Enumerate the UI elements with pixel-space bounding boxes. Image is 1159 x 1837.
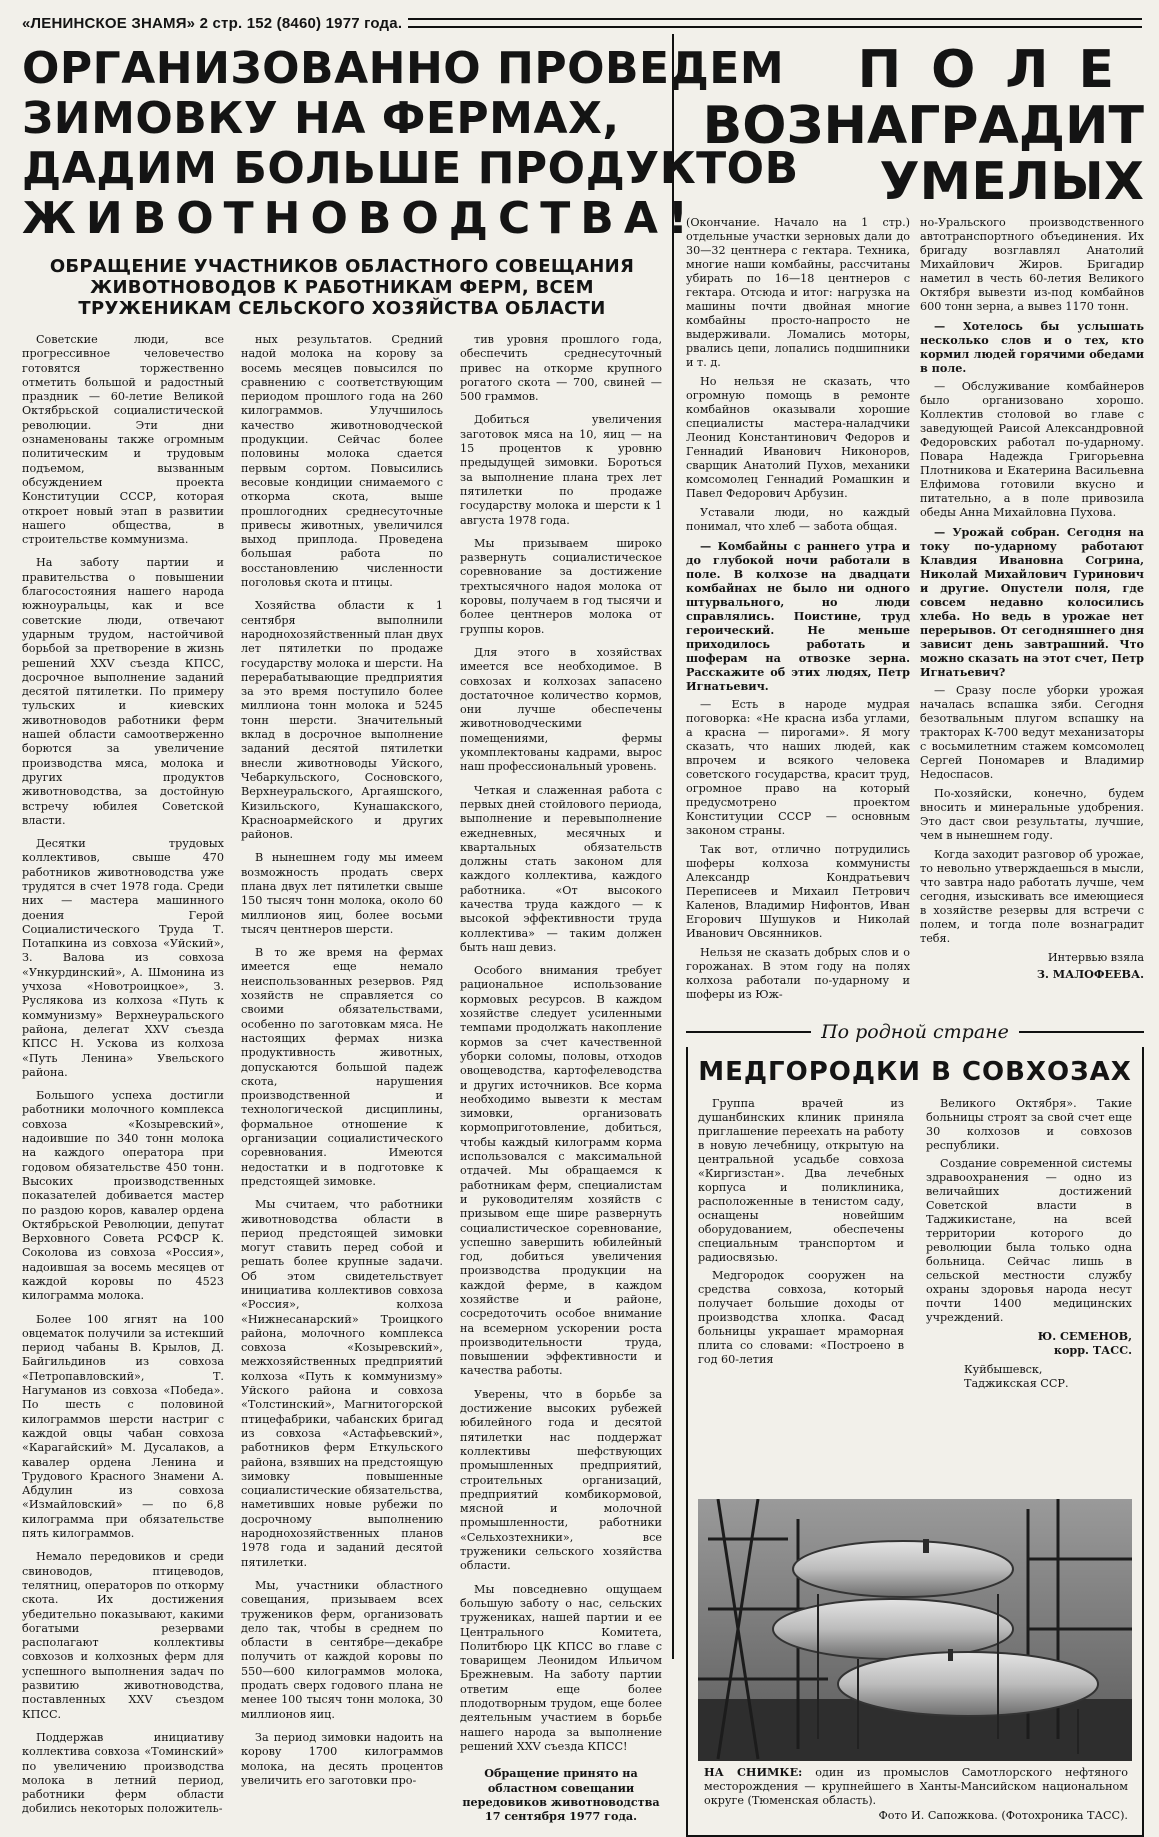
paragraph: Десятки трудовых коллективов, свыше 470 работников животноводства уже трудятся в счет 1978 года. Среди них — мастера машинного доения Герой Социалистического Труда Т. Потапкина из совхоза «Уйский», З. Валова из совхоза «Ункурдинский», А. Шмонина из учхоза «Новотроицкое», З. Руслякова из колхоза «Путь к коммунизму» Верхнеуральского района, делегат XXV съезда КПСС Н. Ускова из колхоза «Путь Ленина» Увельского района. — [22, 837, 224, 1079]
paragraph: Для этого в хозяйствах имеется все необходимое. В совхозах и колхозах запасено достаточное количество кормов, они лучше обеспечены животноводческими помещениями, фермы укомплектованы кадрами, вырос наш профессиональный уровень. — [460, 645, 662, 774]
rubric-rule-left — [686, 1031, 811, 1033]
paragraph: Мы считаем, что работники животноводства области в период предстоящей зимовки могут ставить перед собой и решать более крупные задачи. Об этом свидетельствует инициатива коллективов совхоза «Россия», колхоза «Нижнесанарский» Троицкого района, молочного комплекса совхоза «Козыревский», межхозяйственных предприятий колхоза «Путь к коммунизму» Уйского района и совхоза «Толстинский», Магнитогорской птицефабрики, чабанских бригад из совхоза «Астафьевский», работников ферм Еткульского района, взявших на предстоящую зимовку повышенные социалистические обязательства, наметивших новые рубежи по досрочному выполнению народнохозяйственных планов 1978 года и заданий десятой пятилетки. — [241, 1198, 443, 1569]
appeal-closing-note: Обращение принято на областном совещании передовиков животноводства 17 сентября 1977 года. — [462, 1766, 660, 1824]
paragraph: но-Уральского производственного автотранспортного объединения. Их бригаду возглавлял Анатолий Михайлович Жиров. Бригадир наметил в честь 60-летия Великого Октября вывезти из-под комбайнов 600 тонн зерна, а вывез 1170 тонн. — [920, 216, 1144, 313]
interview-columns — [686, 216, 1144, 1007]
paragraph: тив уровня прошлого года, обеспечить среднесуточный привес на откорме крупного рогатого скота — 700, свиней — 500 граммов. — [460, 333, 662, 404]
paragraph: Но нельзя не сказать, что огромную помощь в ремонте комбайнов оказывали хорошие специалисты мастера-наладчики Леонид Константинович Федоров и Геннадий Иванович Никоноров, сварщик Анатолий Пухов, механики комсомолец Геннадий Ромашкин и Павел Федорович Арбузин. — [686, 375, 910, 500]
interview-headline — [686, 42, 1144, 210]
photo-caption — [704, 1765, 1128, 1823]
masthead — [22, 12, 1142, 34]
rubric-rule-right — [1019, 1031, 1144, 1033]
appeal-columns — [22, 333, 662, 1832]
appeal-headline — [22, 43, 799, 244]
appeal-column-2 — [241, 333, 443, 1832]
interview-question: — Хотелось бы услышать несколько слов и о тех, кто кормил людей горячими обедами в поле. — [920, 319, 1144, 375]
paragraph: В то же время на фермах имеется еще немало неиспользованных резервов. Ряд хозяйств не справляется со своими обязательствами, особенно по заготовкам мяса. Не настоящих фермах низка продуктивность животных, допускаются большой падеж скота, нарушения производственной и технологической дисциплины, формальное отношение к организации социалистического соревнования. Имеются недостатки и в подготовке к предстоящей зимовке. — [241, 946, 443, 1188]
appeal-headline-line3: ДАДИМ БОЛЬШЕ ПРОДУКТОВ — [22, 143, 799, 194]
paragraph: Уставали люди, но каждый понимал, что хлеб — забота общая. — [686, 506, 910, 533]
paragraph: Мы, участники областного совещания, призываем всех тружеников ферм, организовать дело так, чтобы в среднем по области в сентябре—декабре получить от каждой коровы по 550—600 килограммов молока, продать сверх годового плана не менее 100 тысяч тонн молока, 30 миллионов яиц. — [241, 1578, 443, 1721]
box-place-city: Куйбышевск, — [964, 1363, 1043, 1376]
caption-label: НА СНИМКЕ: — [704, 1765, 803, 1779]
interview-headline-line2: ВОЗНАГРАДИТ — [702, 96, 1144, 156]
interview-article — [686, 36, 1144, 1837]
masthead-text: «ЛЕНИНСКОЕ ЗНАМЯ» 2 стр. 152 (8460) 1977 года. — [22, 14, 403, 32]
interview-headline-line3: УМЕЛЫХ — [879, 152, 1144, 212]
interview-question: — Комбайны с раннего утра и до глубокой ночи работали в поле. В колхозе на двадцати комбайнах не было ни одного штурвального, но люди справлялись. Поистине, труд героический. Не меньше приходилось работать и шоферам на отвозке зерна. Расскажите об этих людях, Петр Игнатьевич. — [686, 539, 910, 693]
paragraph: Особого внимания требует рациональное использование кормовых ресурсов. В каждом хозяйстве следует усиленными темпами продолжать накопление кормов за счет качественной уборки соломы, половы, отходов овощеводства, картофелеводства и других источников. Все корма необходимо вывезти к местам зимовки, организовать кормоприготовление, добиться, чтобы каждый килограмм корма использовался с максимальной отдачей. Мы обращаемся к работникам ферм, специалистам и руководителям хозяйств с призывом еще шире развернуть социалистическое соревнование, успешно завершить юбилейный год, добиться увеличения производства продукции на каждой ферме, в каждом хозяйстве и районе, сосредоточить особое внимание на всемерном ускорении роста производительности труда, повышении эффективности и качества работы. — [460, 964, 662, 1378]
paragraph: (Окончание. Начало на 1 стр.) отдельные участки зерновых дали до 30—32 центнера с гектара. Техника, многие наши комбайны, рассчитаны убирать по 16—18 центнеров с гектара. Отсюда и итог: нагрузка на машины почти двойная многие комбайны просто-напросто не выдерживали. Ломались моторы, рвались цепи, лопались подшипники и т. д. — [686, 216, 910, 369]
box-place-region: Таджикская ССР. — [964, 1377, 1069, 1390]
interview-question: — Урожай собран. Сегодня на току по-ударному работают Клавдия Ивановна Согрина, Николай Михайлович Гуринович и другие. Опустели поля, где совсем недавно колосились хлеба. Но ведь в урожае нет перерывов. От сегодняшнего дня зависит день завтрашний. Что можно сказать на этот счет, Петр Игнатьевич? — [920, 525, 1144, 679]
paragraph: Когда заходит разговор об урожае, то невольно утверждаешься в мысли, что завтра надо работать лучше, чем сегодня, изыскивать все имеющиеся в хозяйстве резервы для встречи с полем, и тогда поле вознаградит тебя. — [920, 848, 1144, 945]
masthead-rule — [408, 18, 1142, 28]
box-author: Ю. СЕМЕНОВ, — [1037, 1329, 1132, 1343]
box-columns — [698, 1097, 1132, 1391]
box-author-title: корр. ТАСС. — [1053, 1343, 1132, 1357]
news-box — [686, 1047, 1144, 1837]
paragraph: Добиться увеличения заготовок мяса на 10, яиц — на 15 процентов к уровню предыдущей зимовки. Бороться за выполнение плана трех лет пятилетки по продаже государству молока и шерсти к 1 августа 1978 года. — [460, 413, 662, 527]
appeal-headline-line1: ОРГАНИЗОВАННО ПРОВЕДЕМ — [22, 43, 785, 94]
signature-label: Интервью взяла — [1047, 951, 1144, 964]
interview-column-2 — [920, 216, 1144, 1007]
paragraph: Четкая и слаженная работа с первых дней стойлового периода, выполнение и перевыполнение ежедневных, месячных и квартальных обязательств должны стать законом для каждого коллектива, каждого работника. «От высокого качества труда каждого — к высокой эффективности труда коллектива» — таким должен быть наш девиз. — [460, 783, 662, 954]
appeal-headline-line4: ЖИВОТНОВОДСТВА! — [22, 193, 698, 244]
paragraph: Так вот, отлично потрудились шоферы колхоза коммунисты Александр Кондратьевич Переписеев и Михаил Петрович Каленов, Владимир Нифонтов, Иван Егорович Шушуков и Николай Иванович Овсянников. — [686, 843, 910, 940]
paragraph: Советские люди, все прогрессивное человечество готовятся торжественно отметить большой и радостный праздник — 60-летие Великой Октябрьской социалистической революции. Эти дни ознаменованы также огромным политическим и трудовым подъемом, вызванным обсуждением проекта Конституции СССР, которая откроет новый этап в развитии нашего общества, в строительстве коммунизма. — [22, 333, 224, 547]
paragraph: Группа врачей из душанбинских клиник приняла приглашение переехать на работу в новую лечебницу, открытую на центральной усадьбе совхоза «Киргизстан». Два лечебных корпуса и поликлиника, расположенные в тенистом саду, оснащены новейшим оборудованием, обеспечены специальным транспортом и радиосвязью. — [698, 1097, 904, 1264]
caption-credit: Фото И. Сапожкова. (Фотохроника ТАСС). — [878, 1809, 1128, 1822]
box-headline: МЕДГОРОДКИ В СОВХОЗАХ — [698, 1057, 1132, 1087]
paragraph: ных результатов. Средний надой молока на корову за восемь месяцев повысился по сравнению с соответствующим периодом прошлого года на 260 килограммов. Улучшилось качество животноводческой продукции. Сейчас более половины молока сдается первым сортом. Повысились весовые кондиции снимаемого с откорма скота, выше прошлогодних среднесуточные привесы животных, увеличился выход приплода. Проведена большая работа по восстановлению численности поголовья скота и птицы. — [241, 333, 443, 590]
paragraph: — Сразу после уборки урожая началась вспашка зяби. Сегодня безотвальным плугом вспашку на тракторах К-700 ведут механизаторы с восьмилетним стажем комсомолец Сергей Пономарев и Владимир Недоспасов. — [920, 684, 1144, 781]
appeal-column-3 — [460, 333, 662, 1832]
oilfield-photo-drawing — [698, 1499, 1132, 1761]
paragraph: Немало передовиков и среди свиноводов, птицеводов, телятниц, операторов по откорму скота. Их достижения убедительно показывают, какими богатыми резервами располагают коллективы совхозов и колхозных ферм для успешного выполнения задач по развитию животноводства, поставленных XXV съездом КПСС. — [22, 1550, 224, 1721]
paragraph: Мы призываем широко развернуть социалистическое соревнование за достижение трехтысячного надоя молока от коровы, получаем в год тысячи и более центнеров молока от группы коров. — [460, 536, 662, 636]
oilfield-photo — [698, 1499, 1132, 1761]
appeal-headline-line2: ЗИМОВКУ НА ФЕРМАХ, — [22, 93, 620, 144]
interview-column-1 — [686, 216, 910, 1007]
paragraph: — Есть в народе мудрая поговорка: «Не красна изба углами, а красна — пирогами». Я могу сказать, что наших людей, как впрочем и всякого человека советского государства, красит труд, огромное право на который предусмотрено проектом Конституции СССР — основным законом страны. — [686, 698, 910, 837]
interview-headline-line1: ПОЛЕ — [857, 40, 1144, 100]
paragraph: За период зимовки надоить на корову 1700 килограммов молока, на десять процентов увеличить его заготовки про- — [241, 1730, 443, 1787]
paragraph: Хозяйства области к 1 сентября выполнили народнохозяйственный план двух лет пятилетки по продаже государству молока и шерсти. На перерабатывающие предприятия за это время поступило более миллиона тонн молока и 5245 тонн шерсти. Значительный вклад в досрочное выполнение заданий десятой пятилетки внесли животноводы Уйского, Чебаркульского, Сосновского, Верхнеуральского, Аргаяшского, Кизильского, Кунашакского, Красноармейского и других районов. — [241, 599, 443, 842]
paragraph: Более 100 ягнят на 100 овцематок получили за истекший период чабаны В. Крылов, Д. Байгильдинов из совхоза «Петропавловский», Т. Нагуманов из совхоза «Победа». По шесть с половиной килограммов шерсти настриг с каждой овцы чабан совхоза «Карагайский» М. Дусалаков, а кавалер ордена Ленина и Трудового Красного Знамени А. Абдулин из совхоза «Измайловский» — по 6,8 килограмма при обязательстве пять килограммов. — [22, 1312, 224, 1541]
appeal-column-1 — [22, 333, 224, 1832]
paragraph: Медгородок сооружен на средства совхоза, который получает большие доходы от производства хлопка. Фасад больницы украшает мраморная плита со словами: «Построено в год 60-летия — [698, 1269, 904, 1366]
paragraph: Поддержав инициативу коллектива совхоза «Томинский» по увеличению производства молока в летний период, работники ферм области добились некоторых положитель- — [22, 1730, 224, 1816]
paragraph: — Обслуживание комбайнеров было организовано хорошо. Коллектив столовой во главе с заведующей Раисой Александровной Федоровских работал по-ударному. Повара Надежда Григорьевна Плотникова и Екатерина Васильевна Елфимова готовили вкусно и питательно, а в поле привозила обеды Анна Михайловна Пухова. — [920, 380, 1144, 519]
paragraph: Мы повседневно ощущаем большую заботу о нас, сельских тружениках, нашей партии и ее Центрального Комитета, Политбюро ЦК КПСС во главе с товарищем Леонидом Ильичом Брежневым. На заботу партии ответим еще более плодотворным трудом, еще более деятельным участием в борьбе нашего народа за выполнение решений XXV съезда КПСС! — [460, 1582, 662, 1753]
paragraph: Великого Октября». Такие больницы строят за свой счет еще 30 колхозов и совхозов республики. — [926, 1097, 1132, 1152]
box-column-2 — [926, 1097, 1132, 1391]
paragraph: Уверены, что в борьбе за достижение высоких рубежей юбилейного года и десятой пятилетки нас поддержат коллективы шефствующих промышленных предприятий, строительных организаций, предприятий комбикормовой, мясной и молочной промышленности, работники «Сельхозтехники», все труженики сельского хозяйства области. — [460, 1387, 662, 1573]
rubric-title: По родной стране — [821, 1021, 1009, 1043]
paragraph: По-хозяйски, конечно, будем вносить и минеральные удобрения. Это даст свои результаты, лучшие, чем в нынешнем году. — [920, 787, 1144, 842]
appeal-subheadline: ОБРАЩЕНИЕ УЧАСТНИКОВ ОБЛАСТНОГО СОВЕЩАНИЯ ЖИВОТНОВОДОВ К РАБОТНИКАМ ФЕРМ, ВСЕМ ТРУЖЕНИКАМ СЕЛЬСКОГО ХОЗЯЙСТВА ОБЛАСТИ — [49, 256, 635, 319]
paragraph: Создание современной системы здравоохранения — одно из величайших достижений Советской власти в Таджикистане, на всей территории которого до революции была только одна больница. Сейчас лишь в сельской местности службу охраны здоровья народа несут почти 1400 медицинских учреждений. — [926, 1157, 1132, 1324]
paragraph: В нынешнем году мы имеем возможность продать сверх плана двух лет пятилетки свыше 150 тысяч тонн молока, около 60 миллионов яиц, более восьми тысяч центнеров шерсти. — [241, 851, 443, 936]
rubric-header — [686, 1021, 1144, 1043]
signature-name: З. МАЛОФЕЕВА. — [1036, 967, 1144, 981]
paragraph: На заботу партии и правительства о повышении благосостояния нашего народа южноуральцы, как и все советские люди, отвечают ударным трудом, настойчивой борьбой за претворение в жизнь решений XXV съезда КПСС, досрочное выполнение заданий десятой пятилетки. По примеру тульских и киевских животноводов работники ферм нашей области самоотверженно борются за увеличение производства мяса, молока и других продуктов животноводства, за достойную встречу юбилея Советской власти. — [22, 556, 224, 827]
paragraph: Нельзя не сказать добрых слов и о горожанах. В этом году на полях колхоза работали по-ударному и шоферы из Юж- — [686, 946, 910, 1001]
column-divider — [672, 34, 674, 1659]
box-column-1 — [698, 1097, 904, 1391]
paragraph: Большого успеха достигли работники молочного комплекса совхоза «Козыревский», надоившие по 340 тонн молока на каждого оператора при годовом обязательстве 450 тонн. Высоких производственных показателей добивается мастер по раздою коров, кавалер ордена Октябрьской Революции, депутат Верховного Совета РСФСР К. Соколова из совхоза «Россия», надоившая за восемь месяцев от каждой коровы по 4523 килограмма молока. — [22, 1089, 224, 1303]
caption-text: один из промыслов Самотлорского нефтяного месторождения — крупнейшего в Ханты-Мансийском национальном округе (Тюменская область). — [704, 1766, 1129, 1807]
